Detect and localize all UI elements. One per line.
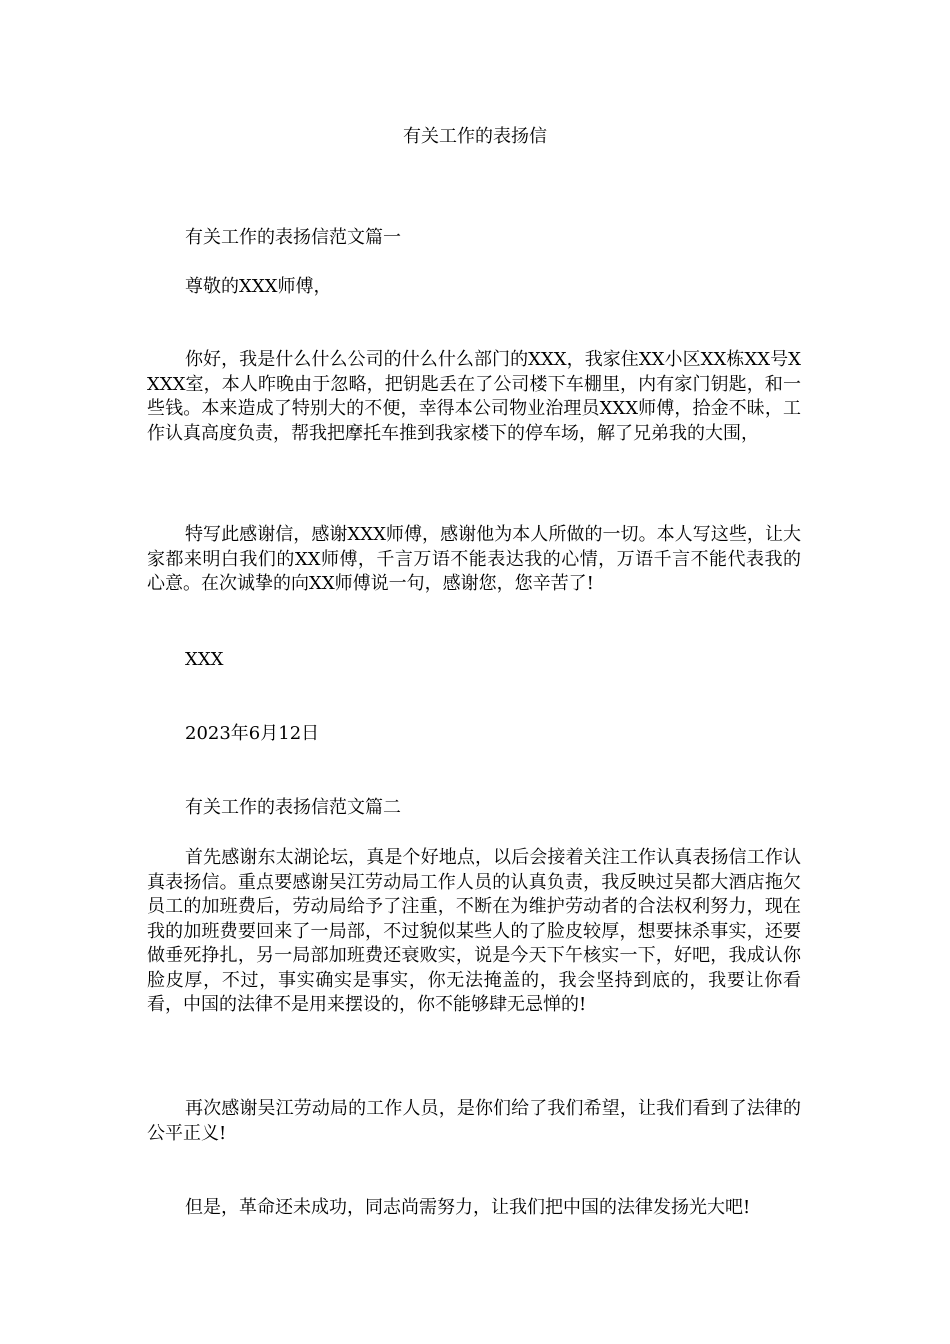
section1-paragraph-2: 特写此感谢信，感谢XXX师傅，感谢他为本人所做的一切。本人写这些，让大家都来明白我们的XX师傅，千言万语不能表达我的心情，万语千言不能代表我的心意。在次诚挚的向XX师傅说一句，感谢您，您辛苦了! xyxy=(147,524,801,594)
section1-paragraph-1: 你好，我是什么什么公司的什么什么部门的XXX，我家住XX小区XX栋XX号XXXX室，本人昨晚由于忽略，把钥匙丢在了公司楼下车棚里，内有家门钥匙，和一些钱。本来造成了特别大的不便，幸得本公司物业治理员XXX师傅，拾金不昧，工作认真高度负责，帮我把摩托车推到我家楼下的停车场，解了兄弟我的大围， xyxy=(147,349,801,444)
date: 2023年6月12日 xyxy=(185,723,320,744)
section2-heading: 有关工作的表扬信范文篇二 xyxy=(185,797,401,818)
section2-paragraph-3: 但是，革命还未成功，同志尚需努力，让我们把中国的法律发扬光大吧! xyxy=(185,1197,751,1218)
section2-paragraph-1: 首先感谢东太湖论坛，真是个好地点，以后会接着关注工作认真表扬信工作认真表扬信。重点要感谢吴江劳动局工作人员的认真负责，我反映过吴都大酒店拖欠员工的加班费后，劳动局给予了注重，不断在为维护劳动者的合法权利努力，现在我的加班费要回来了一局部，不过貌似某些人的了脸皮较厚，想要抹杀事实，还要做垂死挣扎，另一局部加班费还衰败实，说是今天下午核实一下，好吧，我成认你脸皮厚，不过，事实确实是事实，你无法掩盖的，我会坚持到底的，我要让你看看，中国的法律不是用来摆设的，你不能够肆无忌惮的! xyxy=(147,847,801,1015)
document-title: 有关工作的表扬信 xyxy=(403,126,547,147)
signature: XXX xyxy=(185,649,224,670)
section2-paragraph-2: 再次感谢吴江劳动局的工作人员，是你们给了我们希望，让我们看到了法律的公平正义! xyxy=(147,1098,801,1144)
salutation: 尊敬的XXX师傅， xyxy=(185,276,332,297)
section1-heading: 有关工作的表扬信范文篇一 xyxy=(185,227,401,248)
